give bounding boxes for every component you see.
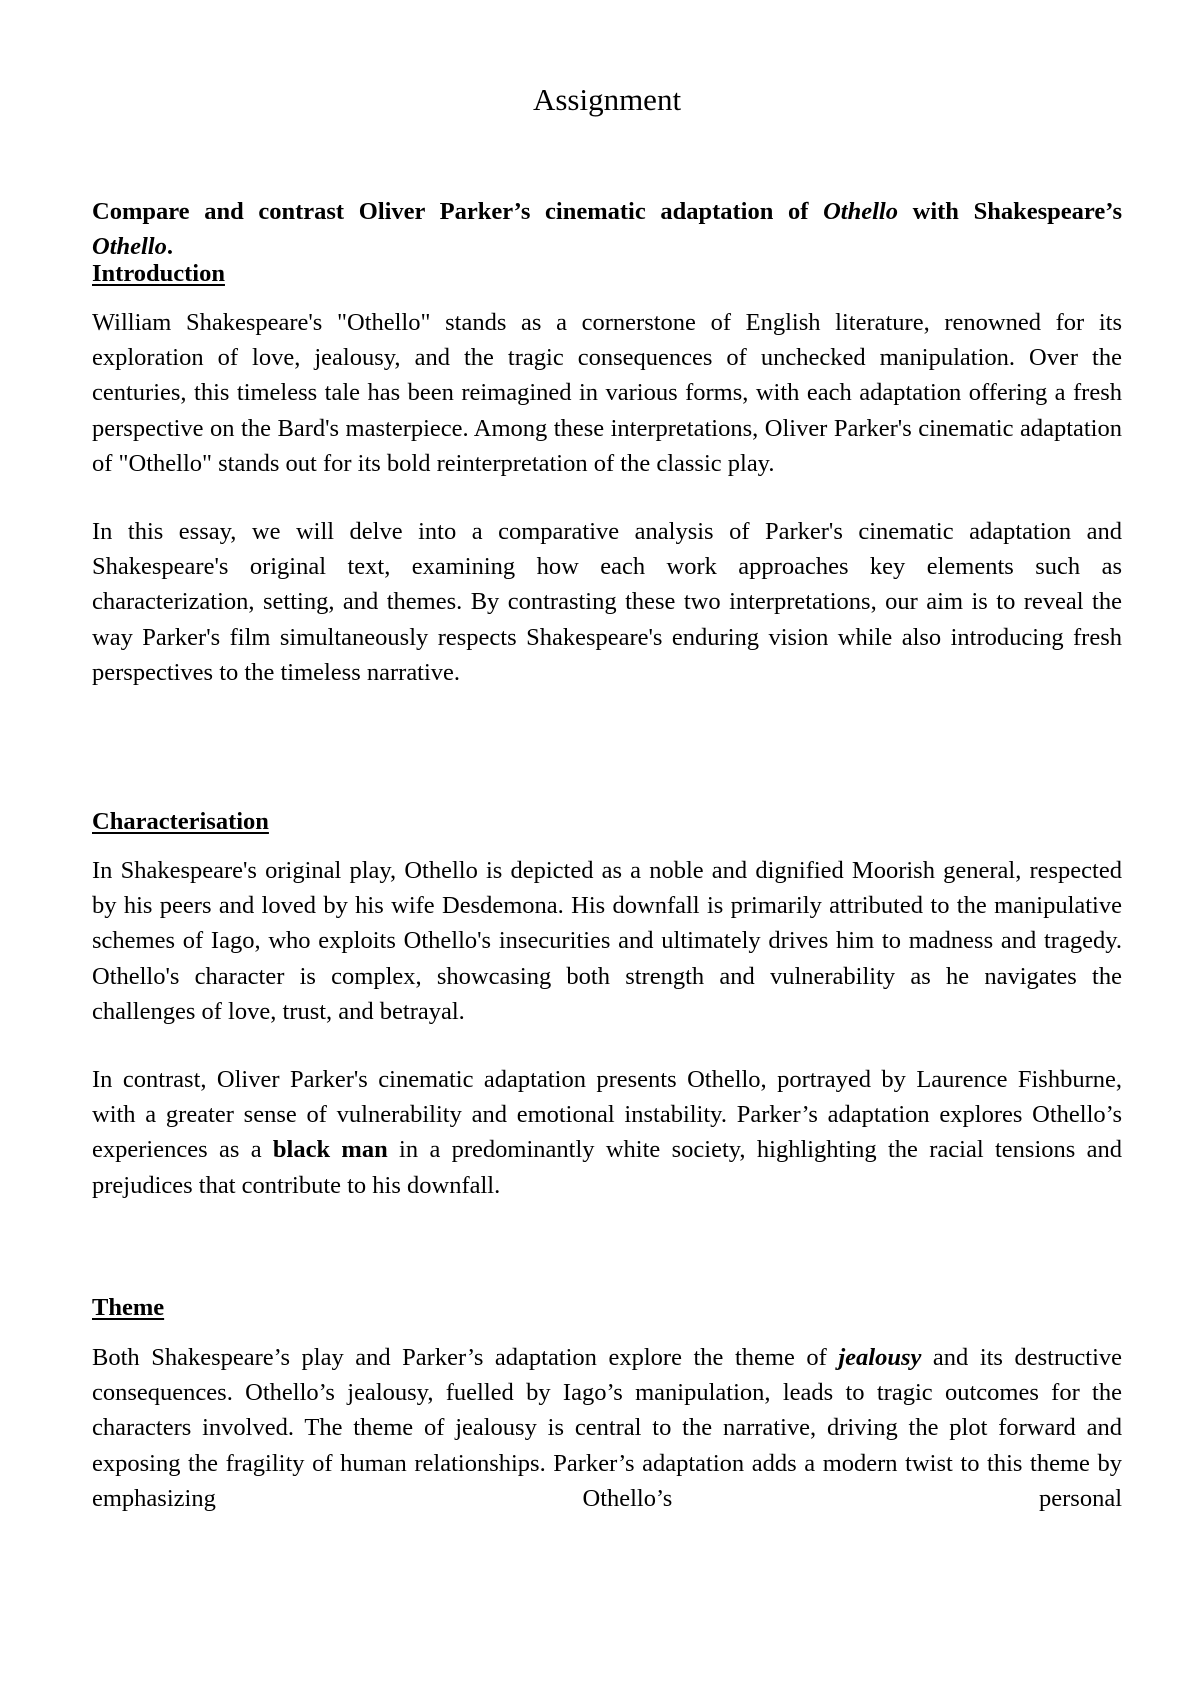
theme-paragraph-1: [92, 1340, 1122, 1516]
theme-p1-text-1: Both Shakespeare’s play and Parker’s adaptation explore the theme of: [92, 1344, 839, 1371]
characterisation-paragraph-1: In Shakespeare's original play, Othello is depicted as a noble and dignified Moorish general, respected by his peers and loved by his wife Desdemona. His downfall is primarily attributed to the manipulative schemes of Iago, who exploits Othello's insecurities and ultimately drives him to madness and tragedy. Othello's character is complex, showcasing both strength and vulnerability as he navigates the challenges of love, trust, and betrayal.: [92, 857, 1122, 1025]
characterisation-paragraph-2: [92, 1062, 1122, 1203]
question-text-3: .: [166, 233, 173, 260]
question-italic-othello-1: Othello: [823, 198, 898, 225]
theme-p1-text-2: and its destructive consequences. Othello’s jealousy, fuelled by Iago’s manipulation, leads to tragic outcomes for the characters involved. The theme of jealousy is central to the narrative, driving the plot forward and exposing the fragility of human relationships. Parker’s adaptation adds a modern twist to this theme by emphasizing Othello’s personal: [92, 1344, 1122, 1512]
heading-introduction: Introduction: [92, 260, 225, 287]
question-text-2: with Shakespeare’s: [897, 198, 1122, 225]
heading-theme: Theme: [92, 1294, 165, 1321]
page-title: Assignment: [532, 82, 682, 117]
introduction-paragraph-1: William Shakespeare's "Othello" stands as a cornerstone of English literature, renowned for its exploration of love, jealousy, and the tragic consequences of unchecked manipulation. Over the centuries, this timeless tale has been reimagined in various forms, with each adaptation offering a fresh perspective on the Bard's masterpiece. Among these interpretations, Oliver Parker's cinematic adaptation of "Othello" stands out for its bold reinterpretation of the classic play.: [92, 309, 1122, 477]
question-italic-othello-2: Othello: [92, 233, 167, 260]
characterisation-p2-text-1: In contrast, Oliver Parker's cinematic adaptation presents Othello, portrayed by Laurence Fishburne, with a greater sense of vulnerability and emotional instability. Parker’s adaptation explores Othello’s experiences as a: [92, 1066, 1122, 1164]
introduction-paragraph-2: In this essay, we will delve into a comparative analysis of Parker's cinematic adaptation and Shakespeare's original text, examining how each work approaches key elements such as characterization, setting, and themes. By contrasting these two interpretations, our aim is to reveal the way Parker's film simultaneously respects Shakespeare's enduring vision while also introducing fresh perspectives to the timeless narrative.: [92, 518, 1122, 686]
characterisation-p2-text-2: in a predominantly white society, highlighting the racial tensions and prejudices that contribute to his downfall.: [92, 1136, 1123, 1199]
characterisation-p2-bold: black man: [272, 1136, 388, 1164]
heading-characterisation: Characterisation: [92, 808, 269, 835]
question-text-1: Compare and contrast Oliver Parker’s cinematic adaptation of: [92, 198, 824, 225]
assignment-question: [92, 194, 1122, 264]
theme-p1-bold-italic: jealousy: [838, 1344, 922, 1371]
